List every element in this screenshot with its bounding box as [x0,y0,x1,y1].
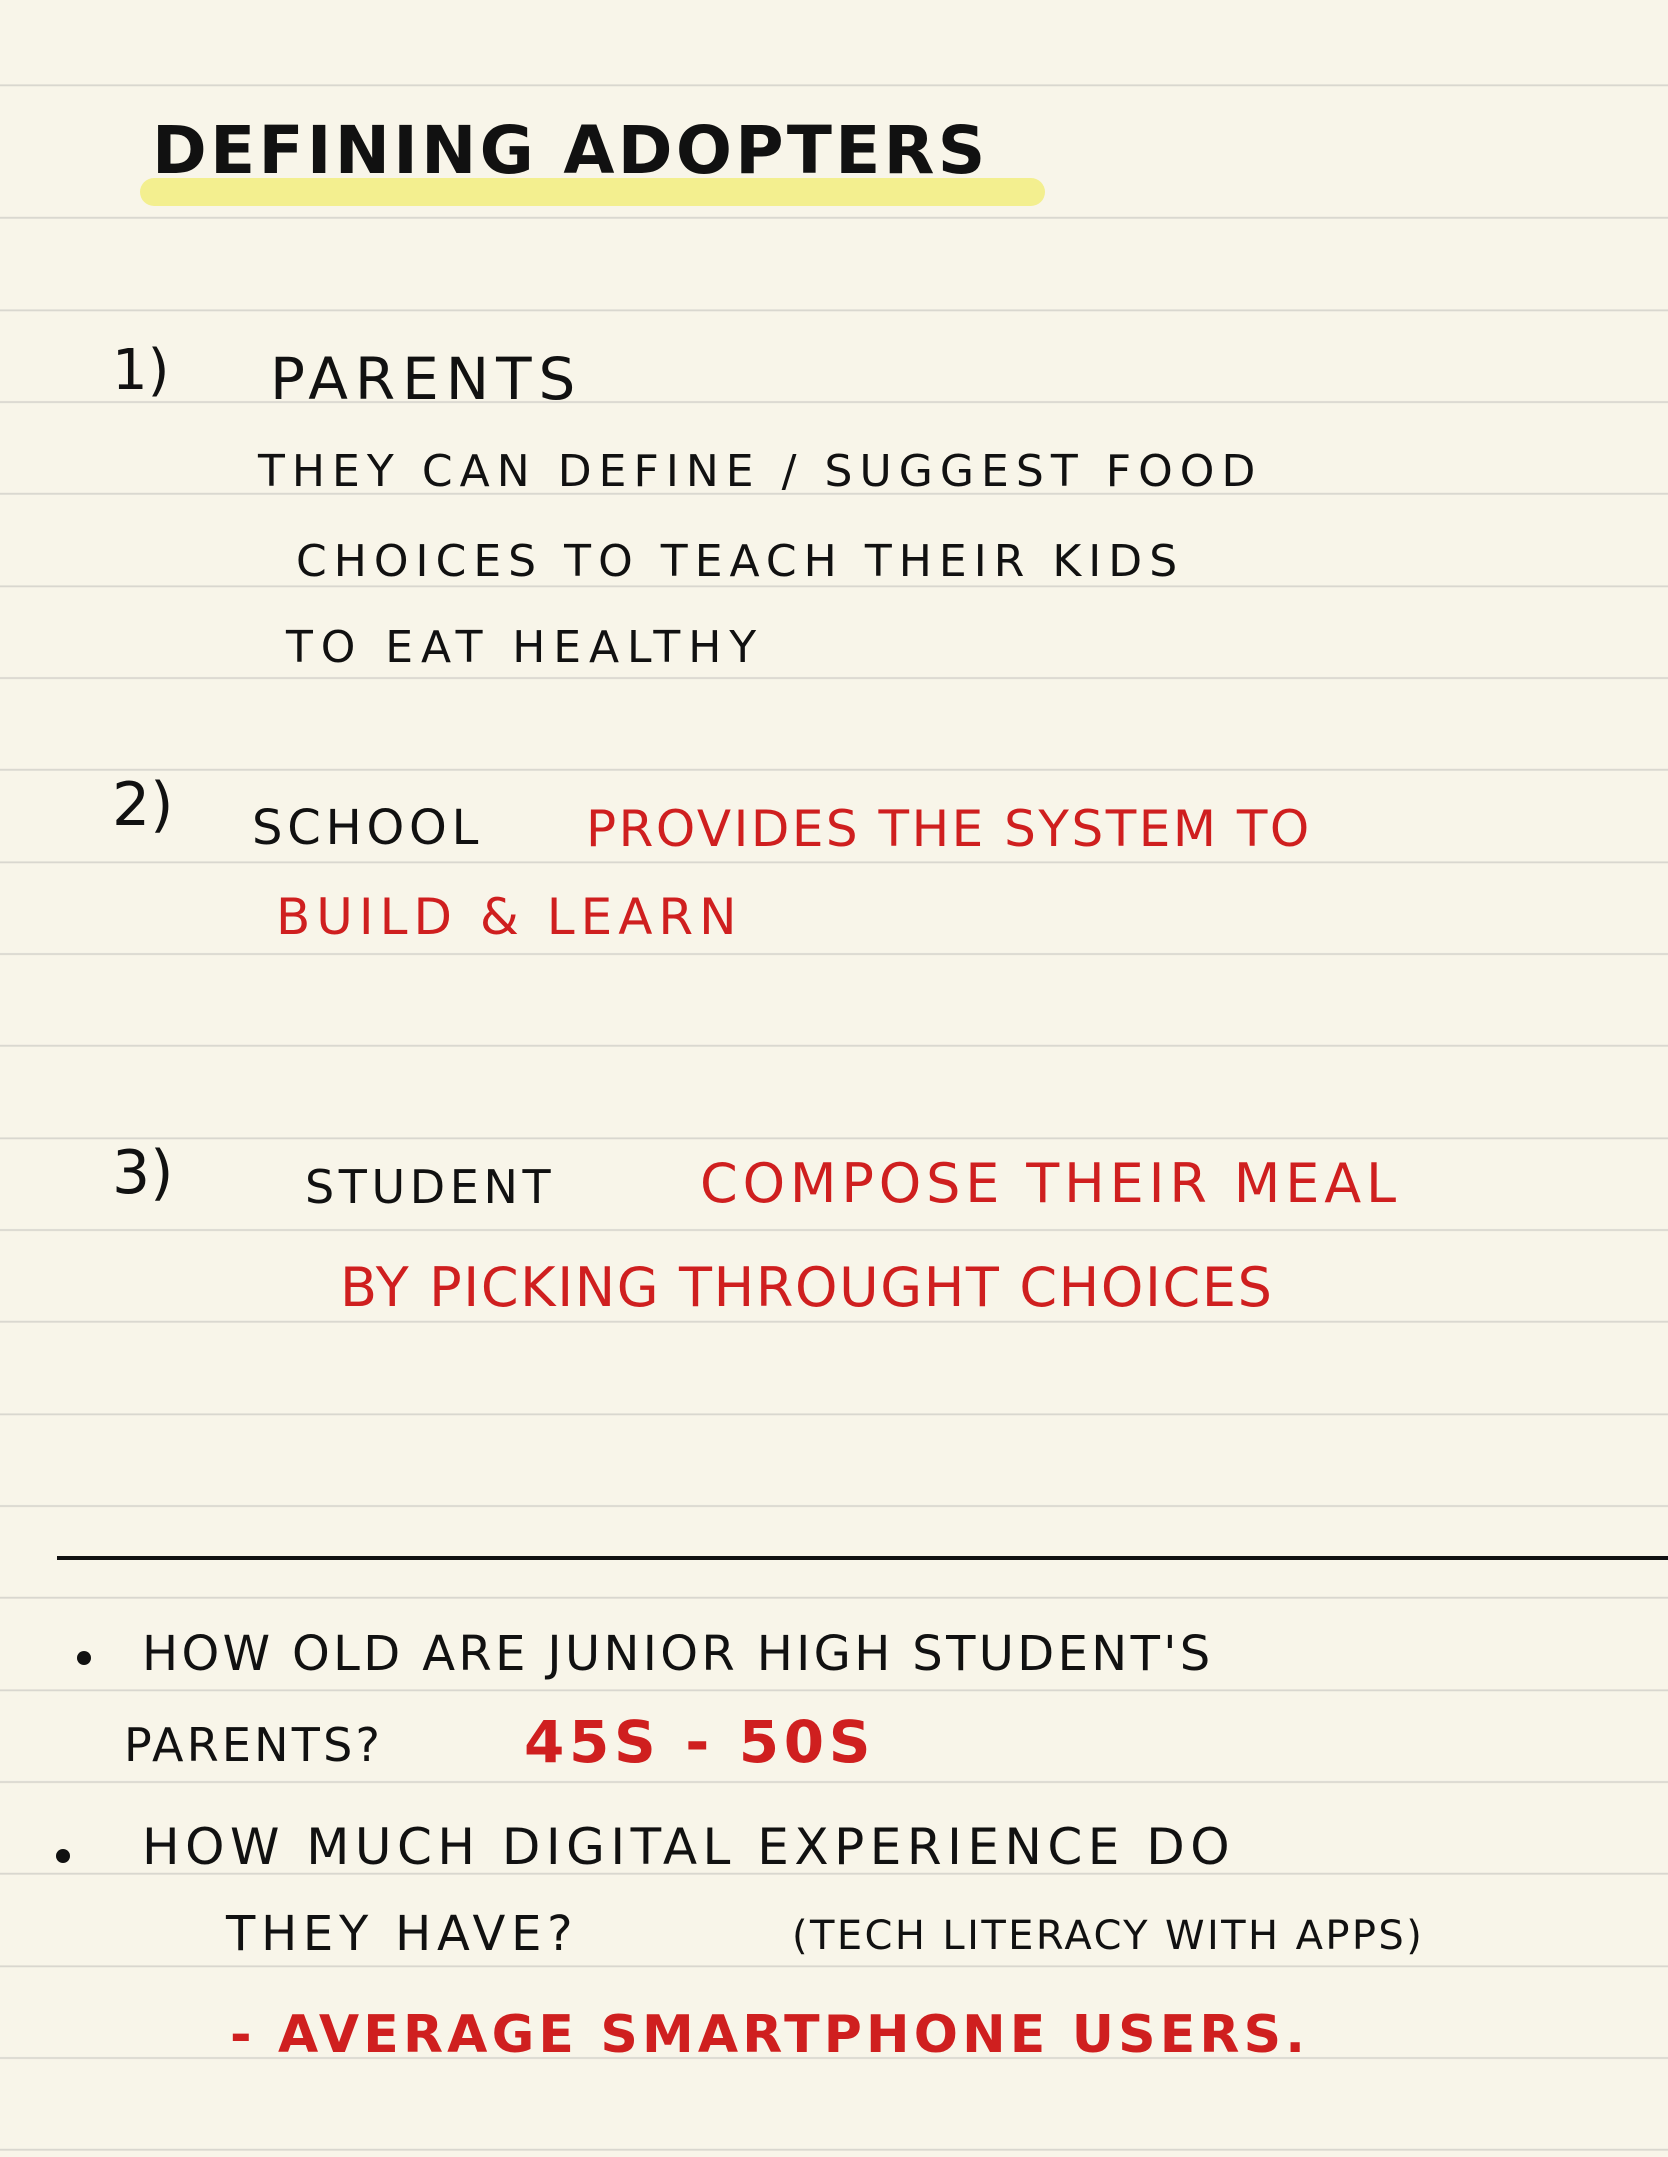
question-2-note: (TECH LITERACY WITH APPS) [792,1913,1425,1959]
question-2-line-2: THEY HAVE? [226,1906,579,1962]
question-1-line-2: PARENTS? [124,1718,384,1772]
item-2-line-1: PROVIDES THE SYSTEM TO [586,800,1312,858]
section-divider [57,1556,1668,1560]
item-3-heading: STUDENT [305,1160,556,1214]
question-1-line-1: HOW OLD ARE JUNIOR HIGH STUDENT'S [142,1626,1214,1682]
item-3-line-2: BY PICKING THROUGHT CHOICES [340,1256,1274,1319]
item-3-number: 3) [112,1138,174,1208]
bullet-1 [77,1651,91,1665]
item-2-number: 2) [112,770,174,840]
question-1-answer: 45S - 50S [524,1708,876,1776]
item-3-line-1: COMPOSE THEIR MEAL [700,1152,1401,1215]
page-title: DEFINING ADOPTERS [152,112,989,189]
item-1-heading: PARENTS [270,345,583,413]
item-2-heading: SCHOOL [252,800,484,856]
item-2-line-2: BUILD & LEARN [276,888,743,946]
item-1-line-1: THEY CAN DEFINE / SUGGEST FOOD [258,446,1263,497]
item-1-line-2: CHOICES TO TEACH THEIR KIDS [296,536,1185,587]
item-1-number: 1) [112,338,170,403]
item-1-line-3: TO EAT HEALTHY [286,622,765,673]
question-2-answer: - AVERAGE SMARTPHONE USERS. [230,2005,1310,2065]
question-2-line-1: HOW MUCH DIGITAL EXPERIENCE DO [142,1818,1236,1876]
bullet-2 [56,1849,70,1863]
